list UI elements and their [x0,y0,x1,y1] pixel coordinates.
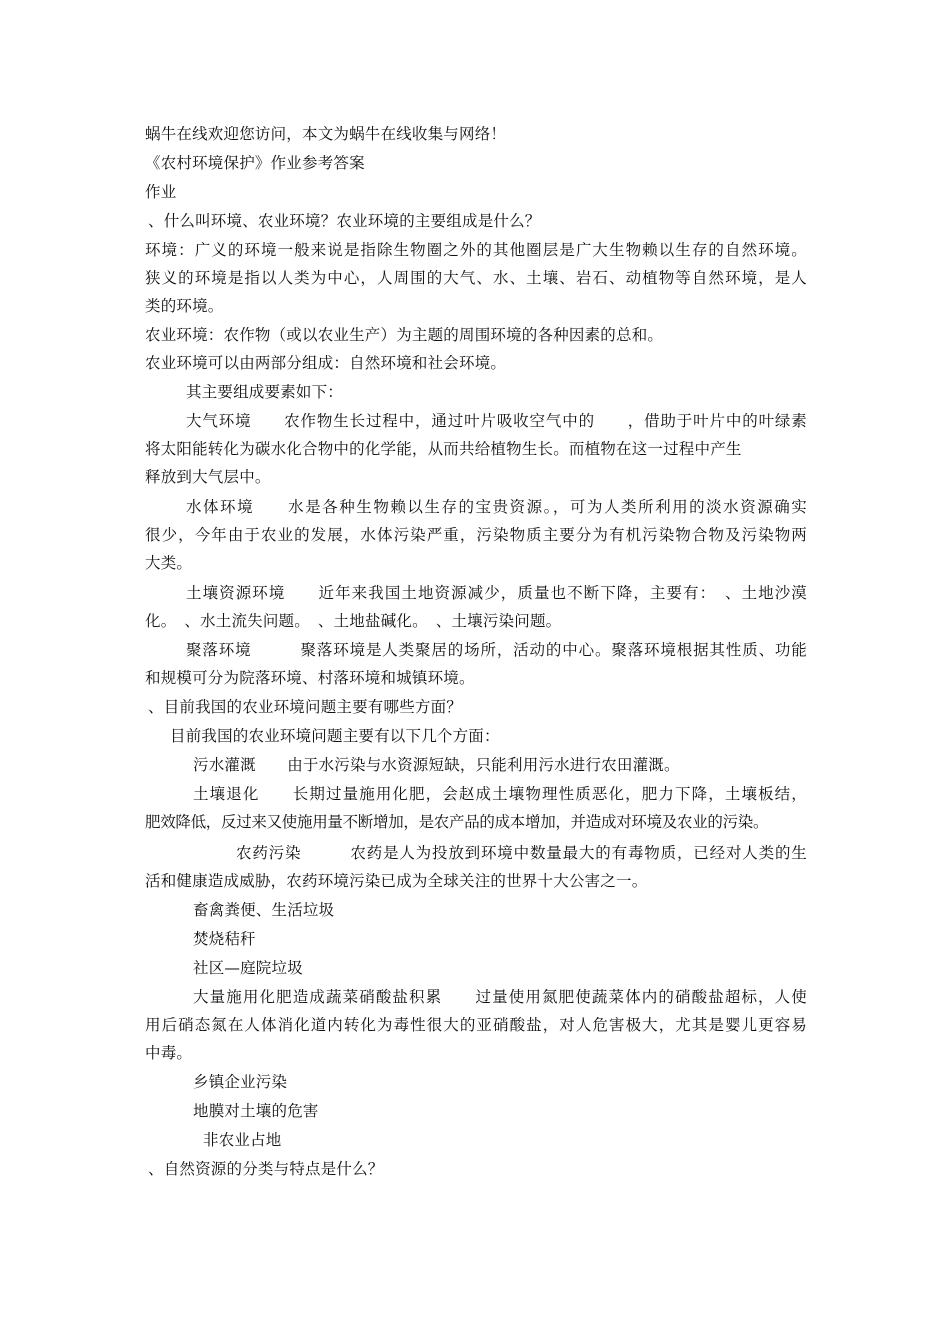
question-2: 、目前我国的农业环境问题主要有哪些方面？ [148,698,463,716]
pesticide-line-1: 农药污染 农药是人为投放到环境中数量最大的有毒物质，已经对人类的生 [236,844,807,862]
env-definition-line-2: 狭义的环境是指以人类为中心，人周围的大气、水、土壤、岩石、动植物等自然环境，是人 [145,269,807,287]
main-elements-intro: 其主要组成要素如下： [186,383,344,401]
fertilizer-line-3: 中毒。 [145,1044,193,1062]
sewage-irrigation: 污水灌溉 由于水污染与水资源短缺，只能利用污水进行农田灌溉。 [193,756,680,774]
straw-burning: 焚烧秸秆 [193,930,256,948]
soil-degradation-line-1: 土壤退化 长期过量施用化肥，会赵成土壤物理性质恶化，肥力下降，土壤板结， [193,785,807,803]
fertilizer-line-1: 大量施用化肥造成蔬菜硝酸盐积累 过量使用氮肥使蔬菜体内的硝酸盐超标，人使 [193,988,807,1006]
document-title: 《农村环境保护》作业参考答案 [145,154,365,172]
water-line-3: 大类。 [145,554,193,572]
agri-env-definition: 农业环境：农作物（或以农业生产）为主题的周围环境的各种因素的总和。 [145,326,664,344]
atmosphere-line-2: 将太阳能转化为碳水化合物中的化学能，从而共给植物生长。而植物在这一过程中产生 [145,440,742,458]
community-waste: 社区—庭院垃圾 [193,959,303,977]
settlement-line-1: 聚落环境 聚落环境是人类聚居的场所，活动的中心。聚落环境根据其性质、功能 [186,641,807,659]
header-notice: 蜗牛在线欢迎您访问，本文为蜗牛在线收集与网络！ [145,125,507,143]
atmosphere-line-3: 释放到大气层中。 [145,468,271,486]
livestock-waste: 畜禽粪便、生活垃圾 [193,901,335,919]
settlement-line-2: 和规模可分为院落环境、村落环境和城镇环境。 [145,669,475,687]
soil-line-2: 化。 、水土流失问题。 、土地盐碱化。 、土壤污染问题。 [145,612,562,630]
township-enterprise-pollution: 乡镇企业污染 [193,1073,288,1091]
env-definition-line-3: 类的环境。 [145,297,224,315]
water-line-1: 水体环境 水是各种生物赖以生存的宝贵资源。，可为人类所利用的淡水资源确实 [186,498,807,516]
non-agricultural-land-use: 非农业占地 [203,1131,282,1149]
soil-line-1: 土壤资源环境 近年来我国土地资源减少，质量也不断下降，主要有： 、土地沙漠 [186,584,807,602]
water-line-2: 很少，今年由于农业的发展，水体污染严重，污染物质主要分为有机污染物合物及污染物两 [145,526,807,544]
pesticide-line-2: 活和健康造成威胁，农药环境污染已成为全球关注的世界十大公害之一。 [145,872,648,890]
soil-degradation-line-2: 肥效降低，反过来又使施用量不断增加，是农产品的成本增加，并造成对环境及农业的污染。 [145,813,769,831]
question-3: 、自然资源的分类与特点是什么？ [148,1160,384,1178]
agri-env-parts: 农业环境可以由两部分组成：自然环境和社会环境。 [145,354,507,372]
question-1: 、什么叫环境、农业环境？农业环境的主要组成是什么？ [148,212,541,230]
plastic-film-harm: 地膜对土壤的危害 [193,1102,319,1120]
section-heading: 作业 [145,183,177,201]
fertilizer-line-2: 用后硝态氮在人体消化道内转化为毒性很大的亚硝酸盐，对人危害极大，尤其是婴儿更容易 [145,1016,807,1034]
atmosphere-line-1: 大气环境 农作物生长过程中，通过叶片吸收空气中的 ，借助于叶片中的叶绿素 [186,412,807,430]
env-definition-line-1: 环境：广义的环境一般来说是指除生物圈之外的其他圈层是广大生物赖以生存的自然环境。 [145,241,807,259]
question-2-intro: 目前我国的农业环境问题主要有以下几个方面： [170,727,500,745]
